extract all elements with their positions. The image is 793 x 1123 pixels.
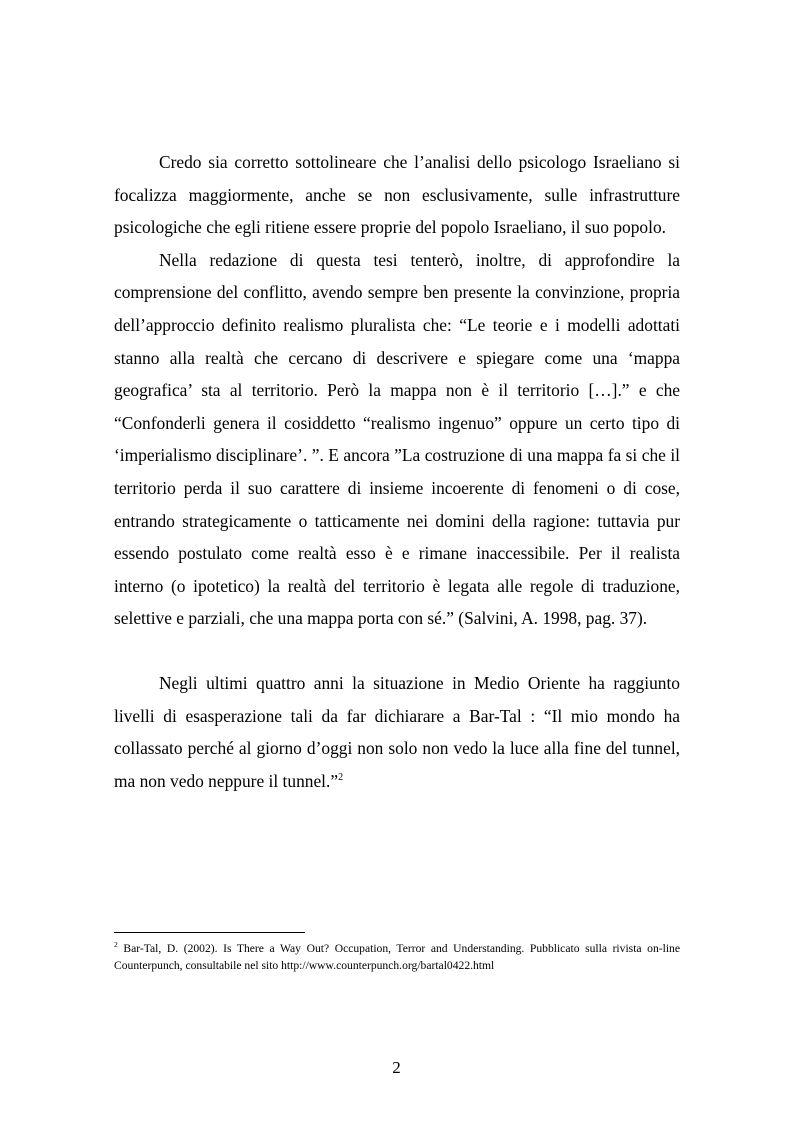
paragraph-2-text: Nella redazione di questa tesi tenterò, inoltre, di approfondire la comprensione del conflitto, avendo sempre ben presente la convinzione, propria dell’approccio definito realismo pluralista che: “Le teorie e i modelli adottati stanno alla realtà che cercano di descrivere e spiegare come una ‘mappa geografica’ sta al territorio. Però la mappa non è il territorio […].” e che “Confonderli genera il cosiddetto “realismo ingenuo” oppure un certo tipo di ‘imperialismo disciplinare’. ”. E ancora ”La costruzione di una mappa fa si che il territorio perda il suo carattere di insieme incoerente di fenomeni o di cose, entrando strategicamente o tatticamente nei domini della ragione: tuttavia pur essendo postulato come realtà esso è e rimane inaccessibile. Per il realista interno (o ipotetico) la realtà del territorio è legata alle regole di traduzione, selettive e parziali, che una mappa porta con sé.” (Salvini, A. 1998, pag. 37). [114, 249, 680, 629]
footnote [114, 940, 680, 974]
footnote-number: 2 [114, 940, 118, 950]
paragraph-3-text: Negli ultimi quattro anni la situazione in Medio Oriente ha raggiunto livelli di esasperazione tali da far dichiarare a Bar-Tal : “Il mio mondo ha collassato perché al giorno d’oggi non solo non vedo la luce alla fine del tunnel, ma non vedo neppure il tunnel.” [114, 672, 680, 791]
paragraph-1-text: Credo sia corretto sottolineare che l’analisi dello psicologo Israeliano si focalizza maggiormente, anche se non esclusivamente, sulle infrastrutture psicologiche che egli ritiene essere proprie del popolo Israeliano, il suo popolo. [114, 152, 680, 238]
footnote-separator [114, 932, 305, 933]
paragraph-2 [114, 244, 680, 635]
footnote-reference: 2 [338, 771, 344, 783]
paragraph-1 [114, 146, 680, 244]
paragraph-3 [114, 667, 680, 797]
footnote-text: Bar-Tal, D. (2002). Is There a Way Out? Occupation, Terror and Understanding. Pubblicato sulla rivista on-line Counterpunch, consultabile nel sito http://www.counterpunch.org/bartal0422.html [114, 942, 680, 972]
page-number: 2 [392, 1058, 401, 1077]
body-text [114, 146, 680, 797]
